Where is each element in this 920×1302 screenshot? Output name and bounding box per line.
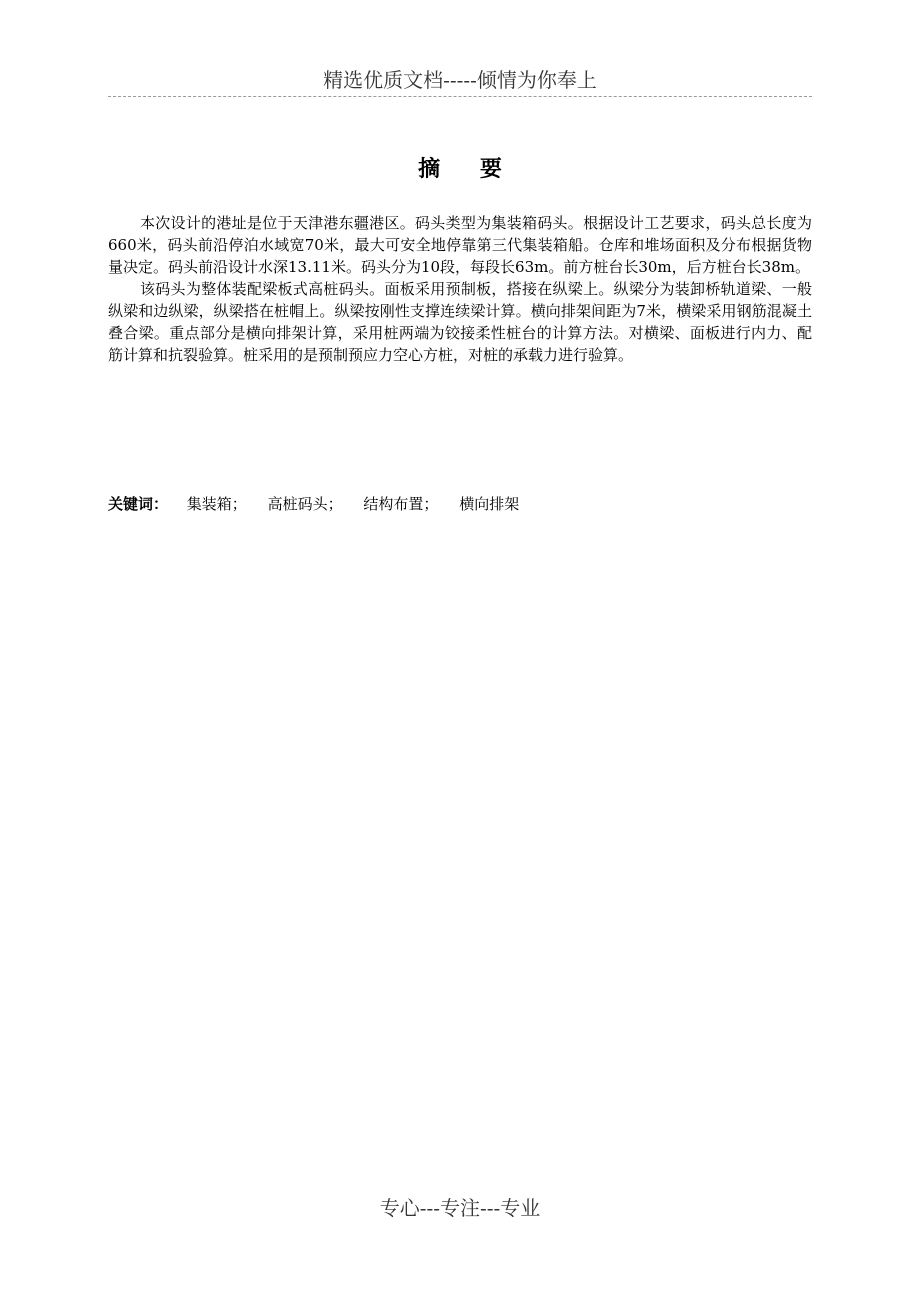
abstract-paragraph: 该码头为整体装配梁板式高桩码头。面板采用预制板，搭接在纵梁上。纵梁分为装卸桥轨道梁、一般纵梁和边纵梁，纵梁搭在桩帽上。纵梁按刚性支撑连续梁计算。横向排架间距为7米，横梁采用钢筋混凝土叠合梁。重点部分是横向排架计算，采用桩两端为铰接柔性桩台的计算方法。对横梁、面板进行内力、配筋计算和抗裂验算。桩采用的是预制预应力空心方桩，对桩的承载力进行验算。 <box>108 280 812 364</box>
header-divider <box>108 96 812 97</box>
keywords-label: 关键词： <box>108 495 169 513</box>
keyword: 横向排架 <box>459 495 520 513</box>
keyword: 集装箱； <box>186 495 247 513</box>
abstract-paragraph: 本次设计的港址是位于天津港东疆港区。码头类型为集装箱码头。根据设计工艺要求，码头总长度为660米，码头前沿停泊水域宽70米，最大可安全地停靠第三代集装箱船。仓库和堆场面积及分布根据货物量决定。码头前沿设计水深13.11米。码头分为10段，每段长63m。前方桩台长30m，后方桩台长38m。 <box>108 214 812 276</box>
page-header: 精选优质文档-----倾情为你奉上 <box>323 68 597 92</box>
page-footer: 专心---专注---专业 <box>379 1196 541 1220</box>
abstract-title: 摘 要 <box>418 157 518 182</box>
keyword: 结构布置； <box>363 495 439 513</box>
keywords-line <box>108 493 812 515</box>
abstract-body <box>108 212 812 366</box>
keyword: 高桩码头； <box>267 495 343 513</box>
